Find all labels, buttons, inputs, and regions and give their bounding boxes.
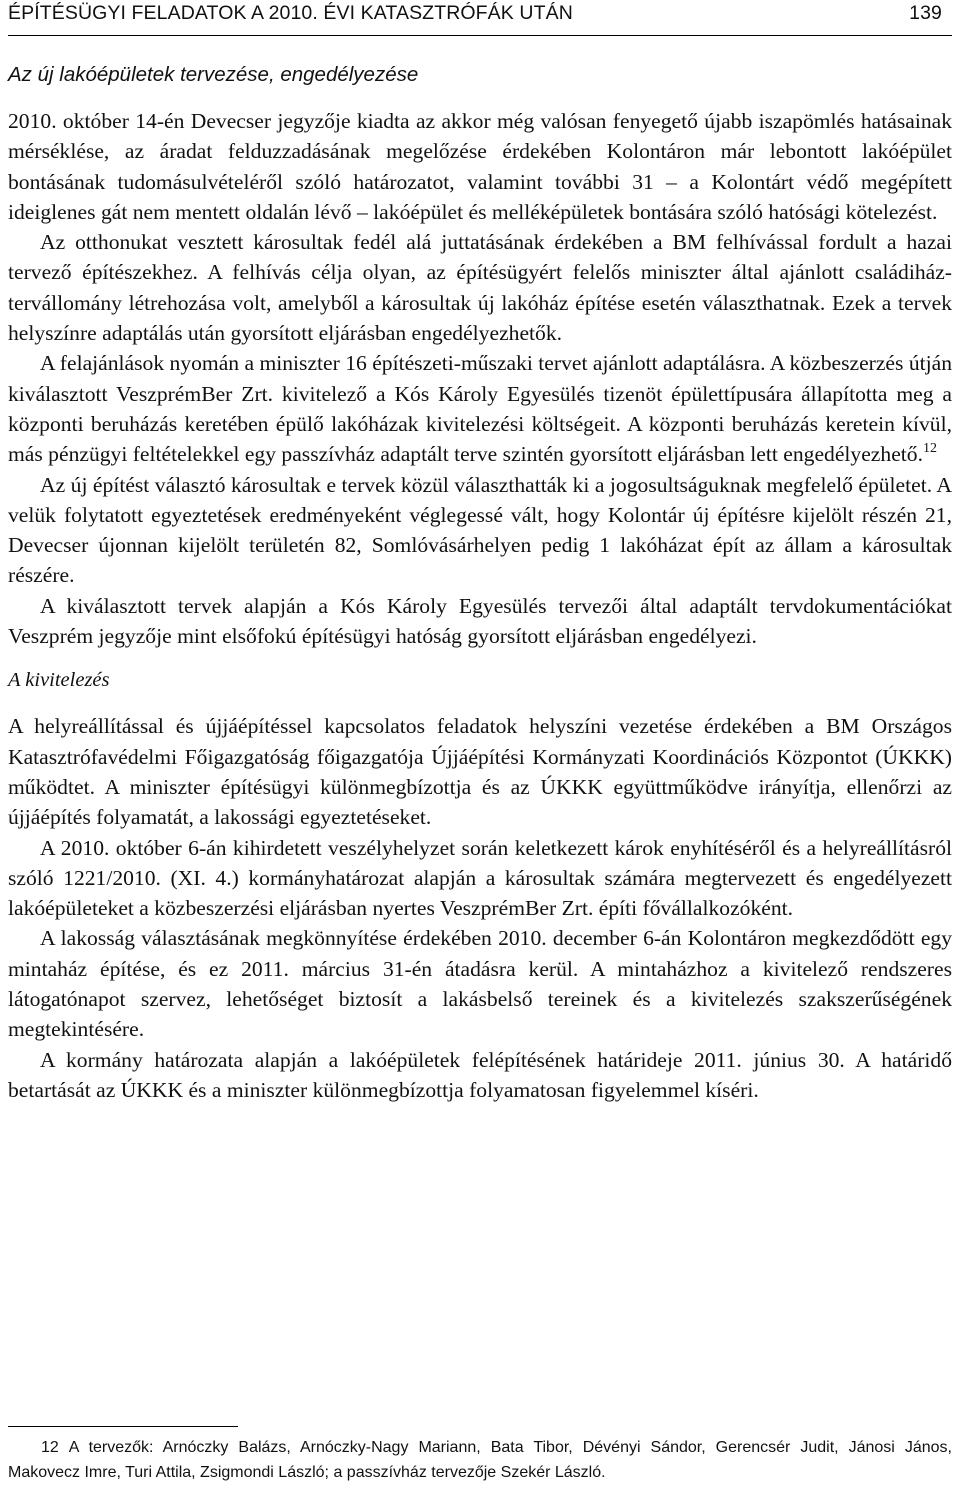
section-body-construction	[8, 711, 952, 1105]
footnote-text: A tervezők: Arnóczky Balázs, Arnóczky-Nagy Mariann, Bata Tibor, Dévényi Sándor, Gerencsér Judit, Jánosi János, Makovecz Imre, Turi Attila, Zsigmondi László; a passzívház tervezője Szekér László.	[8, 1439, 952, 1481]
paragraph-text: A felajánlások nyomán a miniszter 16 építészeti-műszaki tervet ajánlott adaptálásra. A közbeszerzés útján kiválasztott VeszprémBer Zrt. kivitelező a Kós Károly Egyesülés tizenöt épülettípusára állapította meg a központi beruházás keretében épülő lakóházak kivitelezési költségeit. A központi beruházás keretein kívül, más pénzügyi feltételekkel egy passzívház adaptált terve szintén gyorsított eljárásban lett engedélyezhető.	[8, 351, 952, 467]
paragraph: Az otthonukat vesztett károsultak fedél alá juttatásának érdekében a BM felhívással fordult a hazai tervező építészekhez. A felhívás célja olyan, az építésügyért felelős miniszter által ajánlott családiház-tervállomány létrehozása volt, amelyből a károsultak új lakóház építése esetén választhatnak. Ezek a tervek helyszínre adaptálás után gyorsított eljárásban engedélyezhetők.	[8, 230, 952, 346]
paragraph	[8, 348, 952, 469]
paragraph: Az új építést választó károsultak e tervek közül választhatták ki a jogosultságuknak megfelelő épületet. A velük folytatott egyeztetések eredményeként véglegessé vált, hogy Kolontár új építésre kijelölt részén 21, Devecser újonnan kijelölt területén 82, Somlóvásárhelyen pedig 1 lakóházat épít az állam a károsultak részére.	[8, 472, 952, 588]
page-number: 139	[909, 2, 942, 24]
footnote-reference[interactable]: 12	[922, 441, 937, 457]
section-title-construction: A kivitelezés	[8, 669, 110, 692]
section-title-new-buildings: Az új lakóépületek tervezése, engedélyezése	[8, 63, 419, 86]
footnote	[8, 1436, 952, 1485]
paragraph: A kiválasztott tervek alapján a Kós Károly Egyesülés tervezői által adaptált tervdokumentációkat Veszprém jegyzője mint elsőfokú építésügyi hatóság gyorsított eljárásban engedélyezi.	[8, 593, 952, 649]
section-body-new-buildings	[8, 106, 952, 651]
paragraph: A kormány határozata alapján a lakóépületek felépítésének határideje 2011. június 30. A határidő betartását az ÚKKK és a miniszter különmegbízottja folyamatosan figyelemmel kíséri.	[8, 1047, 952, 1102]
paragraph: A helyreállítással és újjáépítéssel kapcsolatos feladatok helyszíni vezetése érdekében a BM Országos Katasztrófavédelmi Főigazgatóság főigazgatója Újjáépítési Kormányzati Koordinációs Központot (ÚKKK) működtet. A miniszter építésügyi különmegbízottja és az ÚKKK együttműködve irányítja, ellenőrzi az újjáépítés folyamatát, a lakossági egyeztetéseket.	[8, 714, 952, 830]
running-header	[8, 0, 952, 36]
paragraph: 2010. október 14-én Devecser jegyzője kiadta az akkor még valósan fenyegető újabb iszapömlés hatásainak mérséklése, az áradat felduzzadásának megelőzése érdekében Kolontáron már lebontott lakóépület bontásának tudomásulvételéről szóló határozatot, valamint további 31 – a Kolontárt védő megépített ideiglenes gát nem mentett oldalán lévő – lakóépület és melléképületek bontására szóló hatósági kötelezést.	[8, 109, 952, 224]
footnote-separator	[8, 1426, 238, 1427]
footnote-number: 12	[41, 1439, 59, 1456]
paragraph: A 2010. október 6-án kihirdetett veszélyhelyzet során keletkezett károk enyhítéséről és a helyreállításról szóló 1221/2010. (XI. 4.) kormányhatározat alapján a károsultak számára megtervezett és engedélyezett lakóépületeket a közbeszerzési eljárásban nyertes VeszprémBer Zrt. építi fővállalkozóként.	[8, 835, 952, 921]
running-title: ÉPÍTÉSÜGYI FELADATOK A 2010. ÉVI KATASZTRÓFÁK UTÁN	[8, 2, 573, 24]
document-page	[8, 0, 952, 1481]
paragraph: A lakosság választásának megkönnyítése érdekében 2010. december 6-án Kolontáron megkezdődött egy mintaház építése, és ez 2011. március 31-én átadásra kerül. A mintaházhoz a kivitelező rendszeres látogatónapot szervez, lehetőséget biztosít a lakásbelső tereinek és a kivitelezés szakszerűségének megtekintésére.	[8, 926, 952, 1042]
